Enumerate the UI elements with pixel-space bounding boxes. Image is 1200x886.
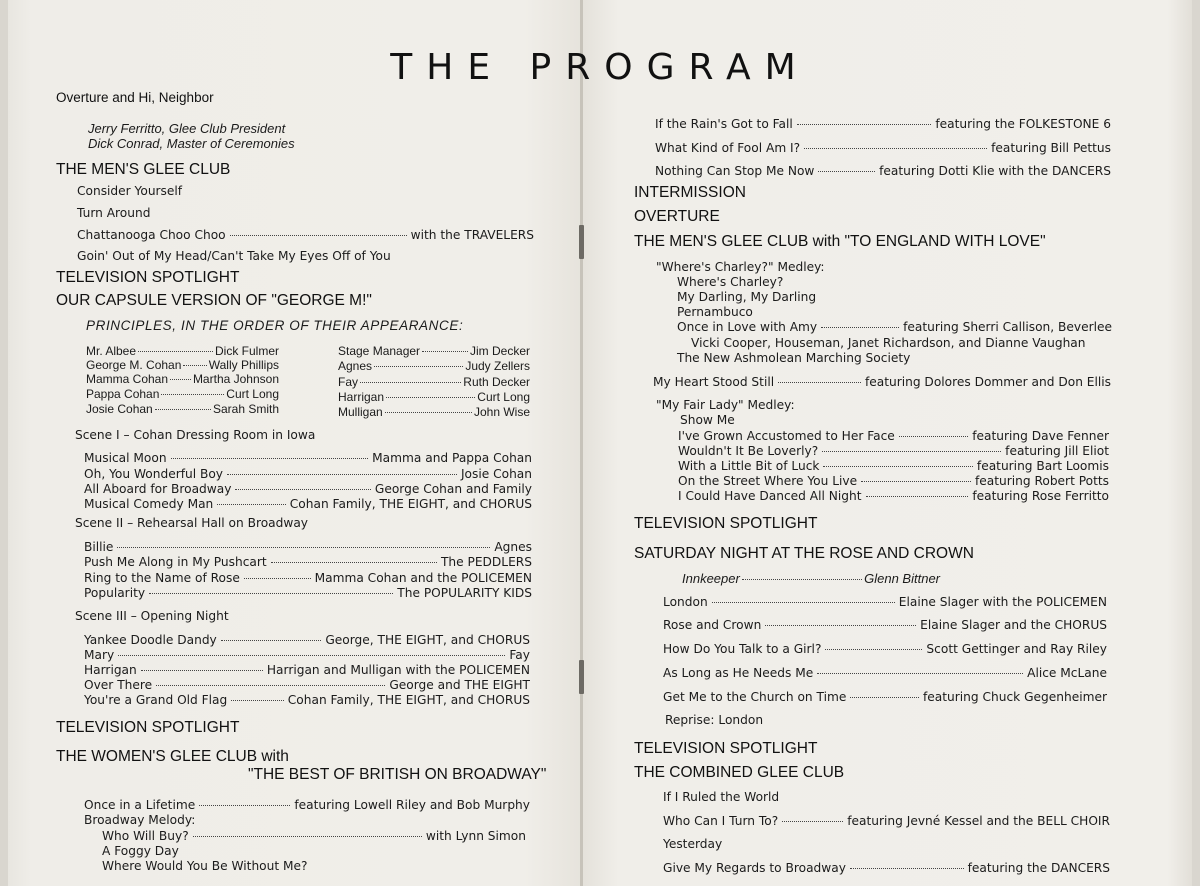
- program-item: [84, 555, 532, 569]
- item-title: If the Rain's Got to Fall: [655, 117, 793, 131]
- item-credit: George Cohan and Family: [374, 482, 532, 496]
- item-title: Rose and Crown: [663, 618, 762, 632]
- item-title: Oh, You Wonderful Boy: [84, 467, 224, 481]
- cast-actor: Wally Phillips: [208, 358, 279, 372]
- item-credit: featuring Lowell Riley and Bob Murphy: [294, 798, 530, 812]
- overture-heading: Overture and Hi, Neighbor: [56, 90, 214, 105]
- cast-actor: Judy Zellers: [465, 359, 530, 373]
- program-item: [663, 595, 1107, 609]
- program-item: [84, 571, 532, 585]
- program-item: [84, 586, 532, 600]
- program-item: The New Ashmolean Marching Society: [677, 351, 911, 365]
- item-title: Harrigan: [84, 663, 137, 677]
- item-credit: George, THE EIGHT, and CHORUS: [325, 633, 530, 647]
- item-credit: featuring Sherri Callison, Beverlee: [903, 320, 1112, 334]
- rose-crown-heading: SATURDAY NIGHT AT THE ROSE AND CROWN: [634, 545, 974, 562]
- item-title: Wouldn't It Be Loverly?: [678, 444, 819, 458]
- program-item: [84, 467, 532, 481]
- mens-glee-club-heading: THE MEN'S GLEE CLUB: [56, 161, 231, 178]
- intermission-heading: INTERMISSION: [634, 184, 746, 201]
- program-item: Goin' Out of My Head/Can't Take My Eyes Off of You: [77, 249, 391, 263]
- item-title: Musical Comedy Man: [84, 497, 214, 511]
- item-title: My Heart Stood Still: [653, 375, 775, 389]
- item-title: Once in a Lifetime: [84, 798, 196, 812]
- program-item: A Foggy Day: [102, 844, 179, 858]
- tv-spotlight-heading: TELEVISION SPOTLIGHT: [56, 719, 240, 736]
- item-title: Once in Love with Amy: [677, 320, 818, 334]
- cast-role: Stage Manager: [338, 344, 421, 358]
- item-credit: Cohan Family, THE EIGHT, and CHORUS: [287, 693, 530, 707]
- item-title: As Long as He Needs Me: [663, 666, 814, 680]
- cast-actor: John Wise: [473, 405, 530, 419]
- staple-top: [579, 225, 584, 259]
- tv-spotlight-heading: TELEVISION SPOTLIGHT: [634, 515, 818, 532]
- item-title: London: [663, 595, 708, 609]
- item-credit: with the TRAVELERS: [410, 228, 534, 242]
- scene-heading: Scene III – Opening Night: [75, 609, 229, 623]
- cast-role: George M. Cohan: [86, 358, 182, 372]
- item-title: With a Little Bit of Luck: [678, 459, 820, 473]
- scene-heading: Scene II – Rehearsal Hall on Broadway: [75, 516, 309, 530]
- item-title: Mary: [84, 648, 115, 662]
- item-title: How Do You Talk to a Girl?: [663, 642, 822, 656]
- item-credit: featuring Jevné Kessel and the BELL CHOIR: [847, 814, 1110, 828]
- program-item: My Darling, My Darling: [677, 290, 817, 304]
- item-credit: Josie Cohan: [460, 467, 532, 481]
- program-item: [678, 429, 1109, 443]
- item-credit: Alice McLane: [1027, 666, 1107, 680]
- program-item: [84, 798, 530, 812]
- cast-actor: Curt Long: [477, 390, 530, 404]
- item-credit: The PEDDLERS: [440, 555, 532, 569]
- program-item: [678, 459, 1109, 473]
- program-item: [84, 678, 530, 692]
- item-title: You're a Grand Old Flag: [84, 693, 228, 707]
- cast-role: Mr. Albee: [86, 344, 137, 358]
- program-item: [663, 861, 1110, 875]
- item-title: What Kind of Fool Am I?: [655, 141, 801, 155]
- item-credit: Mamma and Pappa Cohan: [372, 451, 532, 465]
- program-item: [102, 829, 526, 843]
- cast-row: [86, 402, 279, 416]
- cast-role: Josie Cohan: [86, 402, 153, 416]
- item-credit: George and THE EIGHT: [389, 678, 530, 692]
- item-title: Over There: [84, 678, 153, 692]
- program-item: [655, 117, 1111, 131]
- overture-heading: OVERTURE: [634, 208, 720, 225]
- mens-glee-club-heading: THE MEN'S GLEE CLUB with "TO ENGLAND WITH LOVE": [634, 233, 1046, 250]
- program-item: [84, 540, 532, 554]
- womens-subtitle: "THE BEST OF BRITISH ON BROADWAY": [248, 766, 547, 783]
- cast-row: [86, 372, 279, 386]
- program-item: [678, 489, 1109, 503]
- item-title: Billie: [84, 540, 114, 554]
- cast-role: Pappa Cohan: [86, 387, 160, 401]
- program-item: [663, 642, 1107, 656]
- program-item: Show Me: [680, 413, 735, 427]
- cast-role: Mulligan: [338, 405, 383, 419]
- cast-role: Agnes: [338, 359, 373, 373]
- program-item: Reprise: London: [665, 713, 764, 727]
- item-title: I've Grown Accustomed to Her Face: [678, 429, 895, 443]
- program-item: [84, 633, 530, 647]
- cast-actor: Jim Decker: [469, 344, 530, 358]
- item-credit: featuring Dotti Klie with the DANCERS: [879, 164, 1111, 178]
- cast-role: Innkeeper: [682, 571, 740, 586]
- program-item: If I Ruled the World: [663, 790, 780, 804]
- program-item: [655, 141, 1111, 155]
- item-credit: Fay: [509, 648, 530, 662]
- cast-role: Harrigan: [338, 390, 385, 404]
- tv-spotlight-heading: TELEVISION SPOTLIGHT: [634, 740, 818, 757]
- cast-row: [338, 405, 530, 419]
- program-item: [678, 474, 1109, 488]
- program-item: Yesterday: [663, 837, 723, 851]
- item-title: Give My Regards to Broadway: [663, 861, 846, 875]
- cast-row: [338, 390, 530, 404]
- program-item: [655, 164, 1111, 178]
- program-item: [663, 814, 1110, 828]
- item-credit: featuring the FOLKESTONE 6: [935, 117, 1111, 131]
- cast-actor: Glenn Bittner: [864, 571, 940, 586]
- item-title: Popularity: [84, 586, 146, 600]
- item-credit: The POPULARITY KIDS: [397, 586, 532, 600]
- program-item: Pernambuco: [677, 305, 753, 319]
- capsule-heading: OUR CAPSULE VERSION OF "GEORGE M!": [56, 292, 372, 309]
- item-title: Push Me Along in My Pushcart: [84, 555, 267, 569]
- program-item: Where's Charley?: [677, 275, 784, 289]
- program-item: [653, 375, 1111, 389]
- cast-row: [682, 571, 940, 586]
- host-line: Jerry Ferritto, Glee Club President: [88, 121, 286, 136]
- tv-spotlight-heading: TELEVISION SPOTLIGHT: [56, 269, 240, 286]
- program-item: Consider Yourself: [77, 184, 183, 198]
- item-credit: featuring Chuck Gegenheimer: [923, 690, 1107, 704]
- cast-role: Fay: [338, 375, 359, 389]
- program-item: Where Would You Be Without Me?: [102, 859, 308, 873]
- item-credit: featuring the DANCERS: [967, 861, 1110, 875]
- program-item: [663, 690, 1107, 704]
- program-item: [84, 663, 530, 677]
- program-title: THE PROGRAM: [390, 47, 810, 88]
- cast-row: [86, 344, 279, 358]
- item-title: On the Street Where You Live: [678, 474, 858, 488]
- staple-bottom: [579, 660, 584, 694]
- program-item: [84, 482, 532, 496]
- cast-actor: Martha Johnson: [192, 372, 279, 386]
- womens-glee-club-heading: THE WOMEN'S GLEE CLUB with: [56, 748, 289, 765]
- item-credit: Harrigan and Mulligan with the POLICEMEN: [266, 663, 530, 677]
- item-credit: Scott Gettinger and Ray Riley: [926, 642, 1107, 656]
- program-item-continued: Vicki Cooper, Houseman, Janet Richardson, and Dianne Vaughan: [691, 336, 1086, 350]
- item-credit: Cohan Family, THE EIGHT, and CHORUS: [289, 497, 532, 511]
- medley-heading: "My Fair Lady" Medley:: [656, 398, 795, 412]
- cast-actor: Ruth Decker: [463, 375, 530, 389]
- item-credit: Mamma Cohan and the POLICEMEN: [314, 571, 532, 585]
- cast-row: [86, 387, 279, 401]
- program-item: [678, 444, 1109, 458]
- cast-actor: Sarah Smith: [212, 402, 279, 416]
- combined-glee-club-heading: THE COMBINED GLEE CLUB: [634, 764, 845, 781]
- item-title: All Aboard for Broadway: [84, 482, 232, 496]
- item-credit: Agnes: [494, 540, 532, 554]
- item-credit: featuring Bill Pettus: [991, 141, 1111, 155]
- item-title: Get Me to the Church on Time: [663, 690, 847, 704]
- program-item: [677, 320, 1112, 334]
- cast-row: [338, 375, 530, 389]
- program-item: [77, 228, 534, 242]
- item-credit: featuring Rose Ferritto: [972, 489, 1109, 503]
- program-item: [84, 693, 530, 707]
- item-credit: featuring Dolores Dommer and Don Ellis: [864, 375, 1111, 389]
- program-item: [84, 648, 530, 662]
- item-title: I Could Have Danced All Night: [678, 489, 862, 503]
- item-title: Who Will Buy?: [102, 829, 189, 843]
- program-item: Broadway Melody:: [84, 813, 196, 827]
- item-credit: Elaine Slager with the POLICEMEN: [898, 595, 1107, 609]
- scene-heading: Scene I – Cohan Dressing Room in Iowa: [75, 428, 316, 442]
- item-title: Chattanooga Choo Choo: [77, 228, 226, 242]
- program-item: [663, 618, 1107, 632]
- item-title: Yankee Doodle Dandy: [84, 633, 217, 647]
- program-item: [84, 497, 532, 511]
- item-title: Who Can I Turn To?: [663, 814, 779, 828]
- item-credit: featuring Bart Loomis: [976, 459, 1109, 473]
- program-item: [84, 451, 532, 465]
- cast-actor: Dick Fulmer: [214, 344, 279, 358]
- item-credit: with Lynn Simon: [425, 829, 526, 843]
- item-credit: featuring Robert Potts: [974, 474, 1109, 488]
- cast-role: Mamma Cohan: [86, 372, 169, 386]
- program-item: [663, 666, 1107, 680]
- booklet-spine: [580, 0, 583, 886]
- principals-heading: PRINCIPLES, IN THE ORDER OF THEIR APPEARANCE:: [86, 318, 464, 333]
- cast-row: [338, 344, 530, 358]
- medley-heading: "Where's Charley?" Medley:: [656, 260, 825, 274]
- host-line: Dick Conrad, Master of Ceremonies: [88, 136, 295, 151]
- cast-actor: Curt Long: [226, 387, 279, 401]
- item-title: Nothing Can Stop Me Now: [655, 164, 815, 178]
- cast-row: [86, 358, 279, 372]
- program-item: Turn Around: [77, 206, 151, 220]
- item-credit: featuring Dave Fenner: [972, 429, 1109, 443]
- item-credit: Elaine Slager and the CHORUS: [920, 618, 1107, 632]
- item-title: Ring to the Name of Rose: [84, 571, 240, 585]
- item-credit: featuring Jill Eliot: [1005, 444, 1109, 458]
- item-title: Musical Moon: [84, 451, 167, 465]
- cast-row: [338, 359, 530, 373]
